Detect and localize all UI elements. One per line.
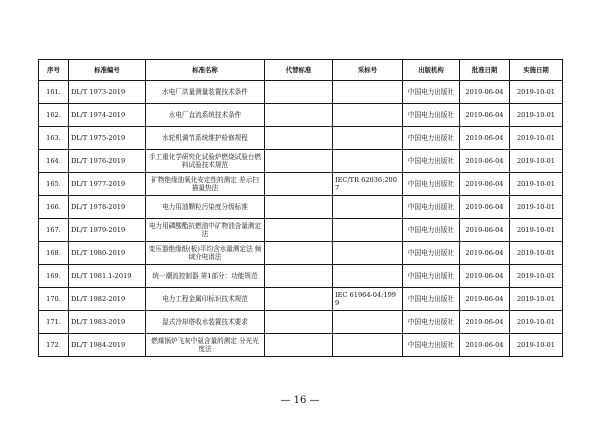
replaces-cell (265, 81, 333, 104)
table-row (39, 265, 563, 288)
replaces-cell (265, 219, 333, 242)
publisher-cell: 中国电力出版社 (403, 334, 460, 357)
table-row (39, 334, 563, 357)
name-cell: 燃煤锅炉飞灰中氨含量的测定 分光光度法 (146, 334, 265, 357)
approval-date-cell: 2019-06-04 (460, 127, 510, 150)
table-row (39, 196, 563, 219)
effective-date-cell: 2019-10-01 (510, 288, 563, 311)
table-row (39, 173, 563, 196)
standards-table (38, 59, 563, 357)
code-cell: DL/T 1980-2019 (69, 242, 146, 265)
replaces-cell (265, 242, 333, 265)
serial-cell: 169. (39, 265, 69, 288)
code-cell: DL/T 1975-2019 (69, 127, 146, 150)
publisher-cell: 中国电力出版社 (403, 265, 460, 288)
code-cell: DL/T 1982-2019 (69, 288, 146, 311)
publisher-cell: 中国电力出版社 (403, 150, 460, 173)
name-cell: 统一潮流控制器 第1部分：功能规范 (146, 265, 265, 288)
name-cell: 变压器绝缘纸(板)平均含水量测定法 频域介电谱法 (146, 242, 265, 265)
name-cell: 电力工程金属印标识技术规范 (146, 288, 265, 311)
name-cell: 电力用磷酸酯抗燃油中矿物油含量测定法 (146, 219, 265, 242)
publisher-cell: 中国电力出版社 (403, 219, 460, 242)
publisher-cell: 中国电力出版社 (403, 288, 460, 311)
table-row (39, 288, 563, 311)
effective-date-cell: 2019-10-01 (510, 150, 563, 173)
effective-date-cell: 2019-10-01 (510, 104, 563, 127)
effective-date-cell: 2019-10-01 (510, 173, 563, 196)
name-cell: 手工重化学研究化试验炉燃烧试验台燃料试验技术规范 (146, 150, 265, 173)
replaces-cell (265, 196, 333, 219)
effective-date-cell: 2019-10-01 (510, 311, 563, 334)
adopted-cell (333, 265, 403, 288)
table-body (39, 81, 563, 357)
header-standard-code: 标准编号 (69, 60, 146, 81)
code-cell: DL/T 1978-2019 (69, 196, 146, 219)
approval-date-cell: 2019-06-04 (460, 265, 510, 288)
adopted-cell: IEC 61964-04:1999 (333, 288, 403, 311)
serial-cell: 166. (39, 196, 69, 219)
replaces-cell (265, 173, 333, 196)
replaces-cell (265, 265, 333, 288)
adopted-cell (333, 150, 403, 173)
header-replaces: 代替标准 (265, 60, 333, 81)
approval-date-cell: 2019-06-04 (460, 104, 510, 127)
header-publisher: 出版机构 (403, 60, 460, 81)
replaces-cell (265, 334, 333, 357)
header-approval-date: 批准日期 (460, 60, 510, 81)
serial-cell: 167. (39, 219, 69, 242)
code-cell: DL/T 1973-2019 (69, 81, 146, 104)
approval-date-cell: 2019-06-04 (460, 311, 510, 334)
adopted-cell: IEC/TR 62036:2007 (333, 173, 403, 196)
name-cell: 湿式冷却塔收水装置技术要求 (146, 311, 265, 334)
approval-date-cell: 2019-06-04 (460, 334, 510, 357)
publisher-cell: 中国电力出版社 (403, 196, 460, 219)
serial-cell: 161. (39, 81, 69, 104)
approval-date-cell: 2019-06-04 (460, 288, 510, 311)
adopted-cell (333, 81, 403, 104)
name-cell: 矿物绝缘油氧化安定性的测定 差示扫描量热法 (146, 173, 265, 196)
adopted-cell (333, 242, 403, 265)
code-cell: DL/T 1983-2019 (69, 311, 146, 334)
table-row (39, 150, 563, 173)
effective-date-cell: 2019-10-01 (510, 334, 563, 357)
adopted-cell (333, 219, 403, 242)
replaces-cell (265, 104, 333, 127)
replaces-cell (265, 127, 333, 150)
serial-cell: 165. (39, 173, 69, 196)
name-cell: 水电厂直流系统技术条件 (146, 104, 265, 127)
page-number: — 16 — (280, 395, 320, 406)
replaces-cell (265, 311, 333, 334)
header-effective-date: 实施日期 (510, 60, 563, 81)
header-adopted-standard: 采标号 (333, 60, 403, 81)
publisher-cell: 中国电力出版社 (403, 173, 460, 196)
serial-cell: 164. (39, 150, 69, 173)
approval-date-cell: 2019-06-04 (460, 196, 510, 219)
serial-cell: 172. (39, 334, 69, 357)
code-cell: DL/T 1984-2019 (69, 334, 146, 357)
name-cell: 水轮机调节系统维护检修规程 (146, 127, 265, 150)
table-row (39, 242, 563, 265)
replaces-cell (265, 150, 333, 173)
publisher-cell: 中国电力出版社 (403, 127, 460, 150)
publisher-cell: 中国电力出版社 (403, 311, 460, 334)
publisher-cell: 中国电力出版社 (403, 104, 460, 127)
code-cell: DL/T 1977-2019 (69, 173, 146, 196)
replaces-cell (265, 288, 333, 311)
serial-cell: 171. (39, 311, 69, 334)
adopted-cell (333, 127, 403, 150)
effective-date-cell: 2019-10-01 (510, 265, 563, 288)
effective-date-cell: 2019-10-01 (510, 127, 563, 150)
table-row (39, 127, 563, 150)
adopted-cell (333, 334, 403, 357)
code-cell: DL/T 1974-2019 (69, 104, 146, 127)
approval-date-cell: 2019-06-04 (460, 242, 510, 265)
code-cell: DL/T 1981.1-2019 (69, 265, 146, 288)
serial-cell: 168. (39, 242, 69, 265)
name-cell: 电力用油颗粒污染度分级标准 (146, 196, 265, 219)
code-cell: DL/T 1976-2019 (69, 150, 146, 173)
header-standard-name: 标准名称 (146, 60, 265, 81)
header-serial-no: 序号 (39, 60, 69, 81)
publisher-cell: 中国电力出版社 (403, 81, 460, 104)
effective-date-cell: 2019-10-01 (510, 196, 563, 219)
approval-date-cell: 2019-06-04 (460, 219, 510, 242)
serial-cell: 162. (39, 104, 69, 127)
table-header-row (39, 60, 563, 81)
name-cell: 水电厂洪量测量装置技术条件 (146, 81, 265, 104)
approval-date-cell: 2019-06-04 (460, 173, 510, 196)
table-row (39, 81, 563, 104)
effective-date-cell: 2019-10-01 (510, 242, 563, 265)
approval-date-cell: 2019-06-04 (460, 81, 510, 104)
effective-date-cell: 2019-10-01 (510, 81, 563, 104)
code-cell: DL/T 1979-2019 (69, 219, 146, 242)
serial-cell: 163. (39, 127, 69, 150)
effective-date-cell: 2019-10-01 (510, 219, 563, 242)
table-row (39, 104, 563, 127)
approval-date-cell: 2019-06-04 (460, 150, 510, 173)
adopted-cell (333, 311, 403, 334)
adopted-cell (333, 104, 403, 127)
adopted-cell (333, 196, 403, 219)
publisher-cell: 中国电力出版社 (403, 242, 460, 265)
serial-cell: 170. (39, 288, 69, 311)
table-row (39, 219, 563, 242)
table-row (39, 311, 563, 334)
